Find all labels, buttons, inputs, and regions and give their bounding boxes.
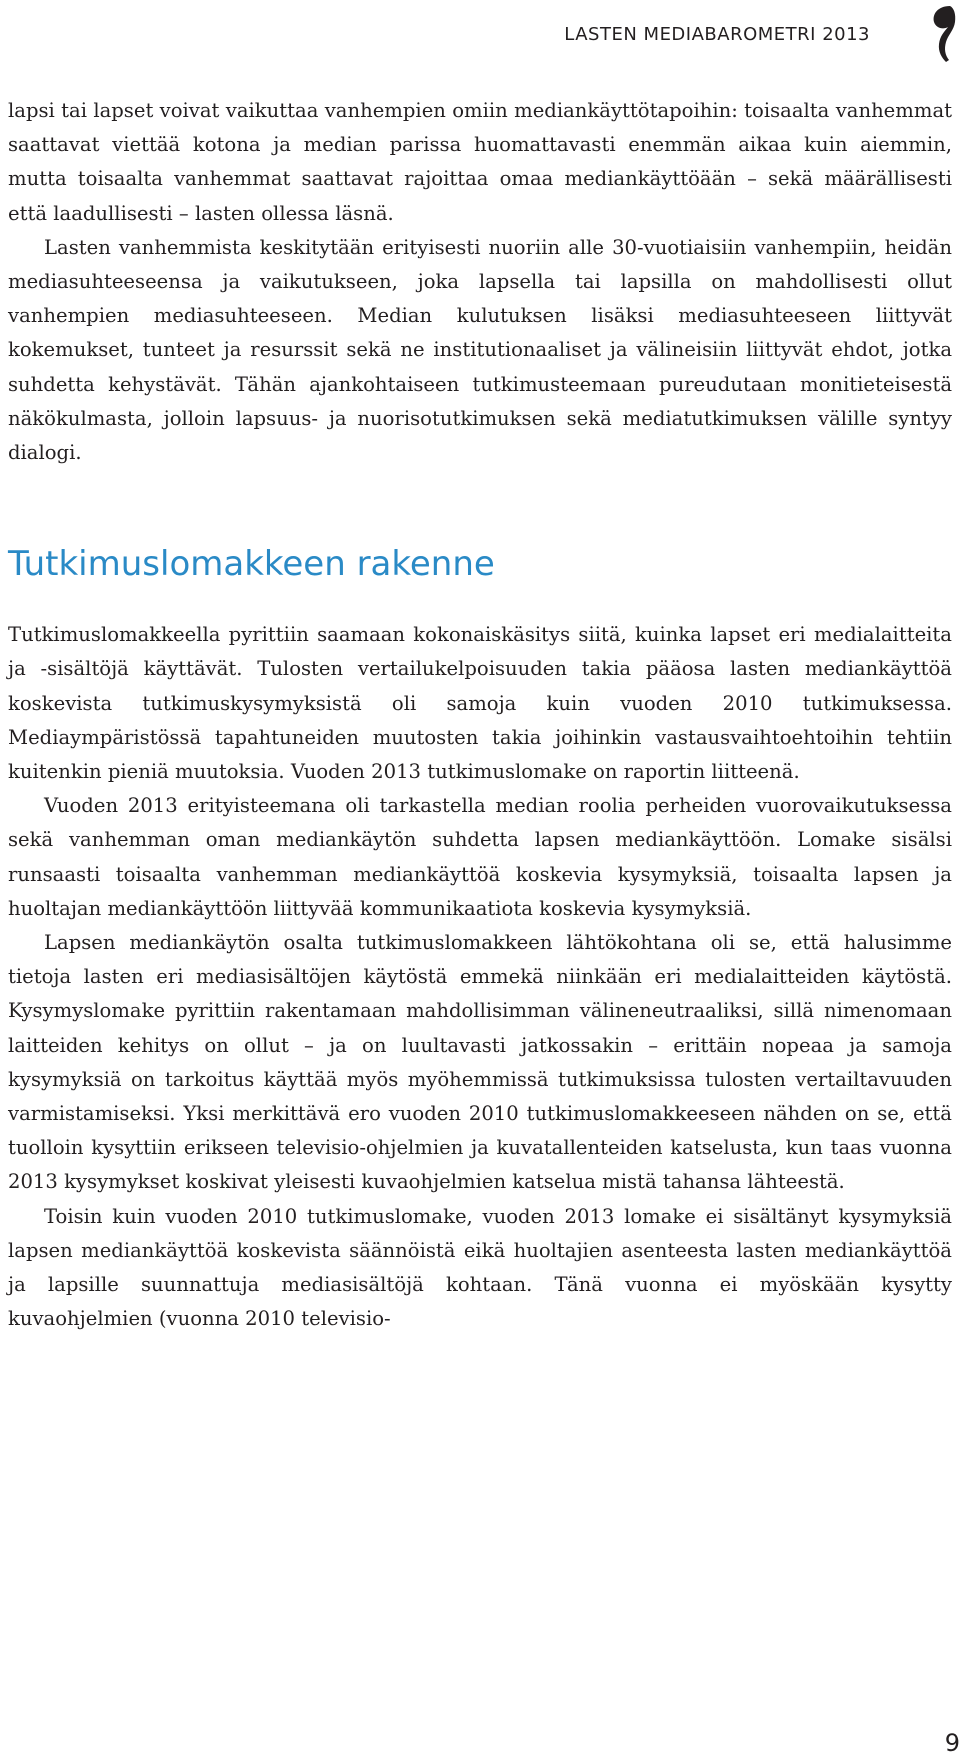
publisher-logo-icon [926,2,960,64]
page-content [8,94,952,1337]
paragraph: Lapsen mediankäytön osalta tutkimuslomakkeen lähtökohtana oli se, että halusimme tietoja lasten eri mediasisältöjen käytöstä emmekä niinkään eri medialaitteiden käytöstä. Kysymyslomake pyrittiin rakentamaan mahdollisimman välineneutraaliksi, sillä nimenomaan laitteiden kehitys on ollut – ja on luultavasti jatkossakin – erittäin nopeaa ja samoja kysymyksiä on tarkoitus käyttää myös myöhemmissä tutkimuksissa tulosten vertailtavuuden varmistamiseksi. Yksi merkittävä ero vuoden 2010 tutkimuslomakkeeseen nähden on se, että tuolloin kysyttiin erikseen televisio-ohjelmien ja kuvatallenteiden katselusta, kun taas vuonna 2013 kysymykset koskivat yleisesti kuvaohjelmien katselua mistä tahansa lähteestä. [8,931,952,1194]
paragraph: Vuoden 2013 erityisteemana oli tarkastella median roolia perheiden vuorovaikutuksessa sekä vanhemman oman mediankäytön suhdetta lapsen mediankäyttöön. Lomake sisälsi runsaasti toisaalta vanhemman mediankäyttöä koskevia kysymyksiä, toisaalta lapsen ja huoltajan mediankäyttöön liittyvää kommunikaatiota koskevia kysymyksiä. [8,794,952,920]
running-header [564,14,914,54]
paragraph: Toisin kuin vuoden 2010 tutkimuslomake, vuoden 2013 lomake ei sisältänyt kysymyksiä lapsen mediankäyttöä koskevista säännöistä eikä huoltajien asenteesta lasten mediankäyttöä ja lapsille suunnattuja mediasisältöjä kohtaan. Tänä vuonna ei myöskään kysytty kuvaohjelmien (vuonna 2010 televisio- [8,1204,952,1331]
section-heading: Tutkimuslomakkeen rakenne [8,544,495,585]
page-number: 9 [944,1729,960,1757]
paragraph: lapsi tai lapset voivat vaikuttaa vanhempien omiin mediankäyttötapoihin: toisaalta vanhemmat saattavat viettää kotona ja median parissa huomattavasti enemmän aikaa kuin aiemmin, mutta toisaalta vanhemmat saattavat rajoittaa omaa mediankäyttöään – sekä määrällisesti että laadullisesti – lasten ollessa läsnä. [8,99,952,225]
paragraph: Lasten vanhemmista keskitytään erityisesti nuoriin alle 30-vuotiaisiin vanhempiin, heidän mediasuhteeseensa ja vaikutukseen, joka lapsella tai lapsilla on mahdollisesti ollut vanhempien mediasuhteeseen. Median kulutuksen lisäksi mediasuhteeseen liittyvät kokemukset, tunteet ja resurssit sekä ne institutionaaliset ja välineisiin liittyvät ehdot, jotka suhdetta kehystävät. Tähän ajankohtaiseen tutkimusteemaan pureudutaan monitieteisestä näkökulmasta, jolloin lapsuus- ja nuorisotutkimuksen sekä mediatutkimuksen välille syntyy dialogi. [8,235,952,465]
paragraph: Tutkimuslomakkeella pyrittiin saamaan kokonaiskäsitys siitä, kuinka lapset eri medialaitteita ja -sisältöjä käyttävät. Tulosten vertailukelpoisuuden takia pääosa lasten mediankäyttöä koskevista tutkimuskysymyksistä oli samoja kuin vuoden 2010 tutkimuksessa. Mediaympäristössä tapahtuneiden muutosten takia joihinkin vastausvaihtoehtoihin tehtiin kuitenkin pieniä muutoksia. Vuoden 2013 tutkimuslomake on raportin liitteenä. [8,623,952,784]
header-title: LASTEN MEDIABAROMETRI 2013 [564,23,870,45]
